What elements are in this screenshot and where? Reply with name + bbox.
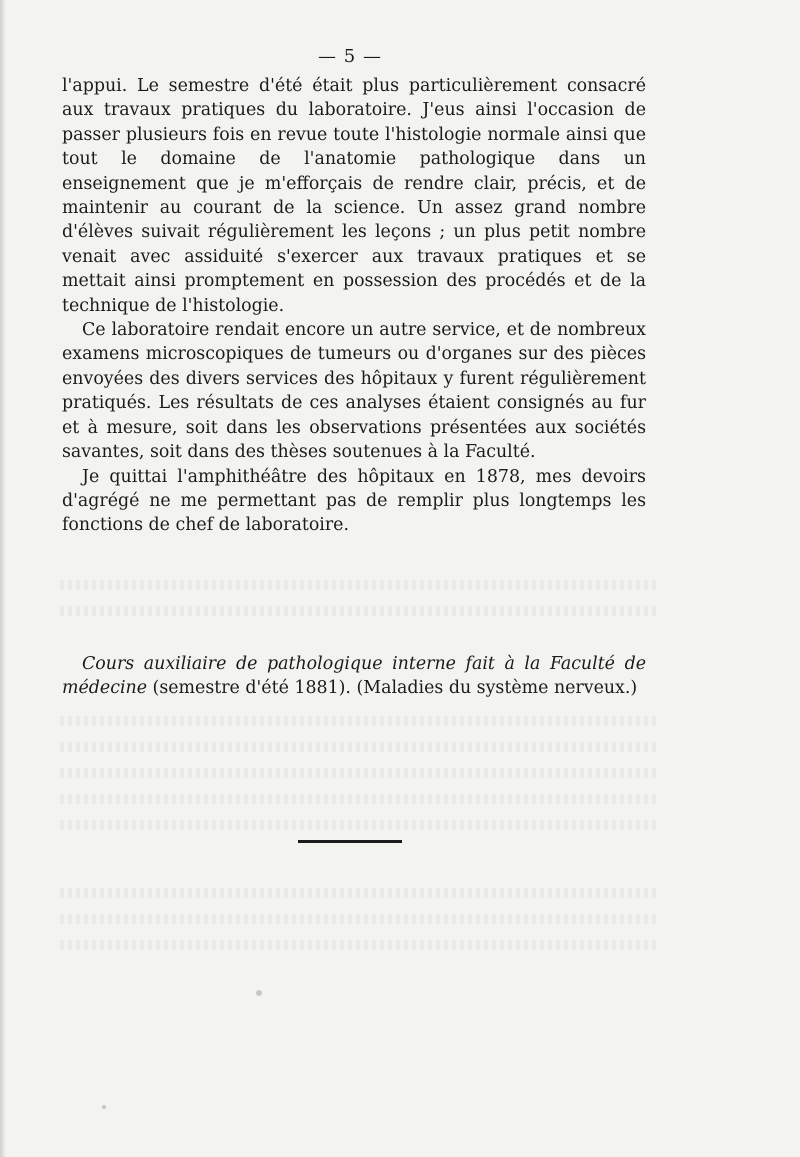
bleed-through: [60, 914, 660, 924]
paper-speck: [256, 990, 262, 996]
bleed-through: [60, 768, 660, 778]
course-title: Cours auxiliaire de pathologique interne fait à la Faculté de médecine: [62, 654, 646, 699]
paragraph-1: l'appui. Le semestre d'été était plus particulièrement consacré aux travaux pratiques du laboratoire. J'eus ainsi l'occasion de passer plusieurs fois en revue toute l'histologie normale ainsi que tout le domaine de l'anatomie pathologique dans un enseignement que je m'efforçais de rendre clair, précis, et de maintenir au courant de la science. Un assez grand nombre d'élèves suivait régulièrement les leçons ; un plus petit nombre venait avec assiduité s'exercer aux travaux pratiques et se mettait ainsi promptement en possession des procédés et de la technique de l'histologie.: [62, 76, 646, 316]
bleed-through: [60, 794, 660, 804]
page-number: — 5 —: [318, 46, 382, 67]
bleed-through: [60, 940, 660, 950]
bleed-through: [60, 820, 660, 830]
bleed-through: [60, 742, 660, 752]
bleed-through: [60, 888, 660, 898]
course-note-paragraph: [62, 652, 646, 701]
bleed-through: [60, 606, 660, 616]
bleed-through: [60, 716, 660, 726]
paper-speck: [102, 1105, 106, 1109]
section-divider: [298, 840, 402, 843]
course-details: (semestre d'été 1881). (Maladies du système nerveux.): [147, 678, 638, 699]
bleed-through: [60, 580, 660, 590]
paragraph-2: Ce laboratoire rendait encore un autre service, et de nombreux examens microscopiques de tumeurs ou d'organes sur des pièces envoyées des divers services des hôpitaux y furent régulièrement pratiqués. Les résultats de ces analyses étaient consignés au fur et à mesure, soit dans les observations présentées aux sociétés savantes, soit dans des thèses soutenues à la Faculté.: [62, 320, 646, 463]
course-note: [62, 652, 646, 701]
paragraph-3: Je quittai l'amphithéâtre des hôpitaux en 1878, mes devoirs d'agrégé ne me permettant pas de remplir plus longtemps les fonctions de chef de laboratoire.: [62, 466, 646, 536]
body-text: [62, 74, 646, 538]
